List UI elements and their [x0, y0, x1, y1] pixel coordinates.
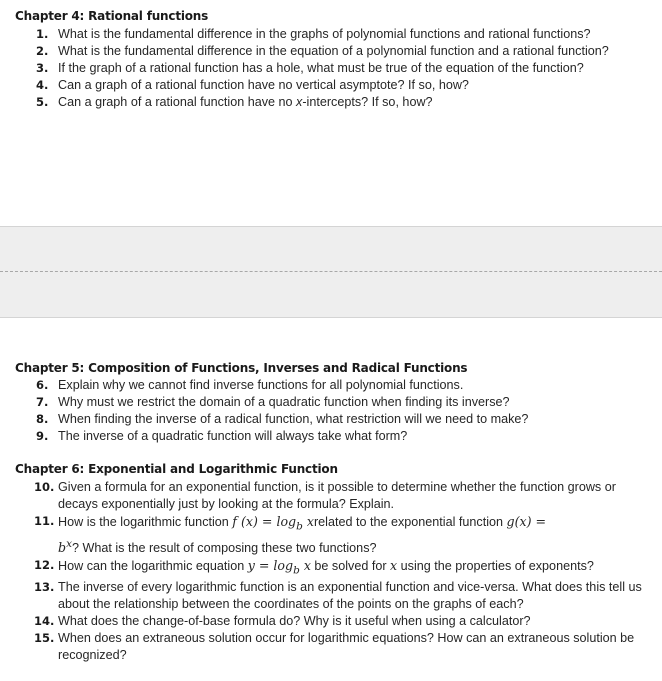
chapter-5-question-list [36, 377, 652, 445]
page-break-band [0, 226, 662, 318]
chapter-4-question-list [36, 26, 652, 111]
chapter-4-heading: Chapter 4: Rational functions [15, 9, 209, 23]
question-4: 4. Can a graph of a rational function have no vertical asymptote? If so, how? [36, 78, 469, 92]
log-equation-formula: $y = \log_b x$ [247, 557, 311, 577]
question-9: 9. The inverse of a quadratic function will always take what form? [36, 429, 408, 443]
question-12: 12. How can the logarithmic equation $y = \log_b x$ be solved for x using the properties of exponents? [34, 557, 594, 577]
question-5: 5. Can a graph of a rational function have no x-intercepts? If so, how? [36, 95, 433, 109]
question-8: 8. When finding the inverse of a radical function, what restriction will we need to make? [36, 412, 529, 426]
page-break-line [0, 271, 662, 272]
chapter-5-heading: Chapter 5: Composition of Functions, Inverses and Radical Functions [15, 361, 468, 375]
question-3: 3. If the graph of a rational function has a hole, what must be true of the equation of the function? [36, 61, 584, 75]
exp-function-formula: g(x) = [506, 514, 547, 529]
question-6: 6. Explain why we cannot find inverse functions for all polynomial functions. [36, 378, 464, 392]
question-1: 1. What is the fundamental difference in the graphs of polynomial functions and rational functions? [36, 27, 591, 41]
log-function-formula: f $(x) = \log_b x$ [232, 514, 314, 533]
question-7: 7. Why must we restrict the domain of a quadratic function when finding its inverse? [36, 395, 510, 409]
chapter-6-heading: Chapter 6: Exponential and Logarithmic Function [15, 462, 338, 476]
question-11: 11. How is the logarithmic function f $(x) = \log_b$ xrelated to the exponential function g(x) = $b^x$? What is the result of composing these two functions? [34, 514, 547, 555]
exp-base: $b^x$ [58, 537, 72, 555]
question-2: 2. What is the fundamental difference in the equation of a polynomial function and a rational function? [36, 44, 609, 58]
question-13: 13. The inverse of every logarithmic function is an exponential function and vice-versa. What does this tell us about the relationship between the coordinates of the points on the graphs of each? [34, 580, 642, 612]
chapter-6-question-list [34, 479, 652, 664]
question-10: 10. Given a formula for an exponential function, is it possible to determine whether the function grows or decays exponentially just by looking at the formula? Explain. [34, 480, 616, 511]
question-15: 15. When does an extraneous solution occur for logarithmic equations? How can an extraneous solution be recognized? [34, 631, 635, 663]
question-14: 14. What does the change-of-base formula do? Why is it useful when using a calculator? [34, 614, 531, 629]
